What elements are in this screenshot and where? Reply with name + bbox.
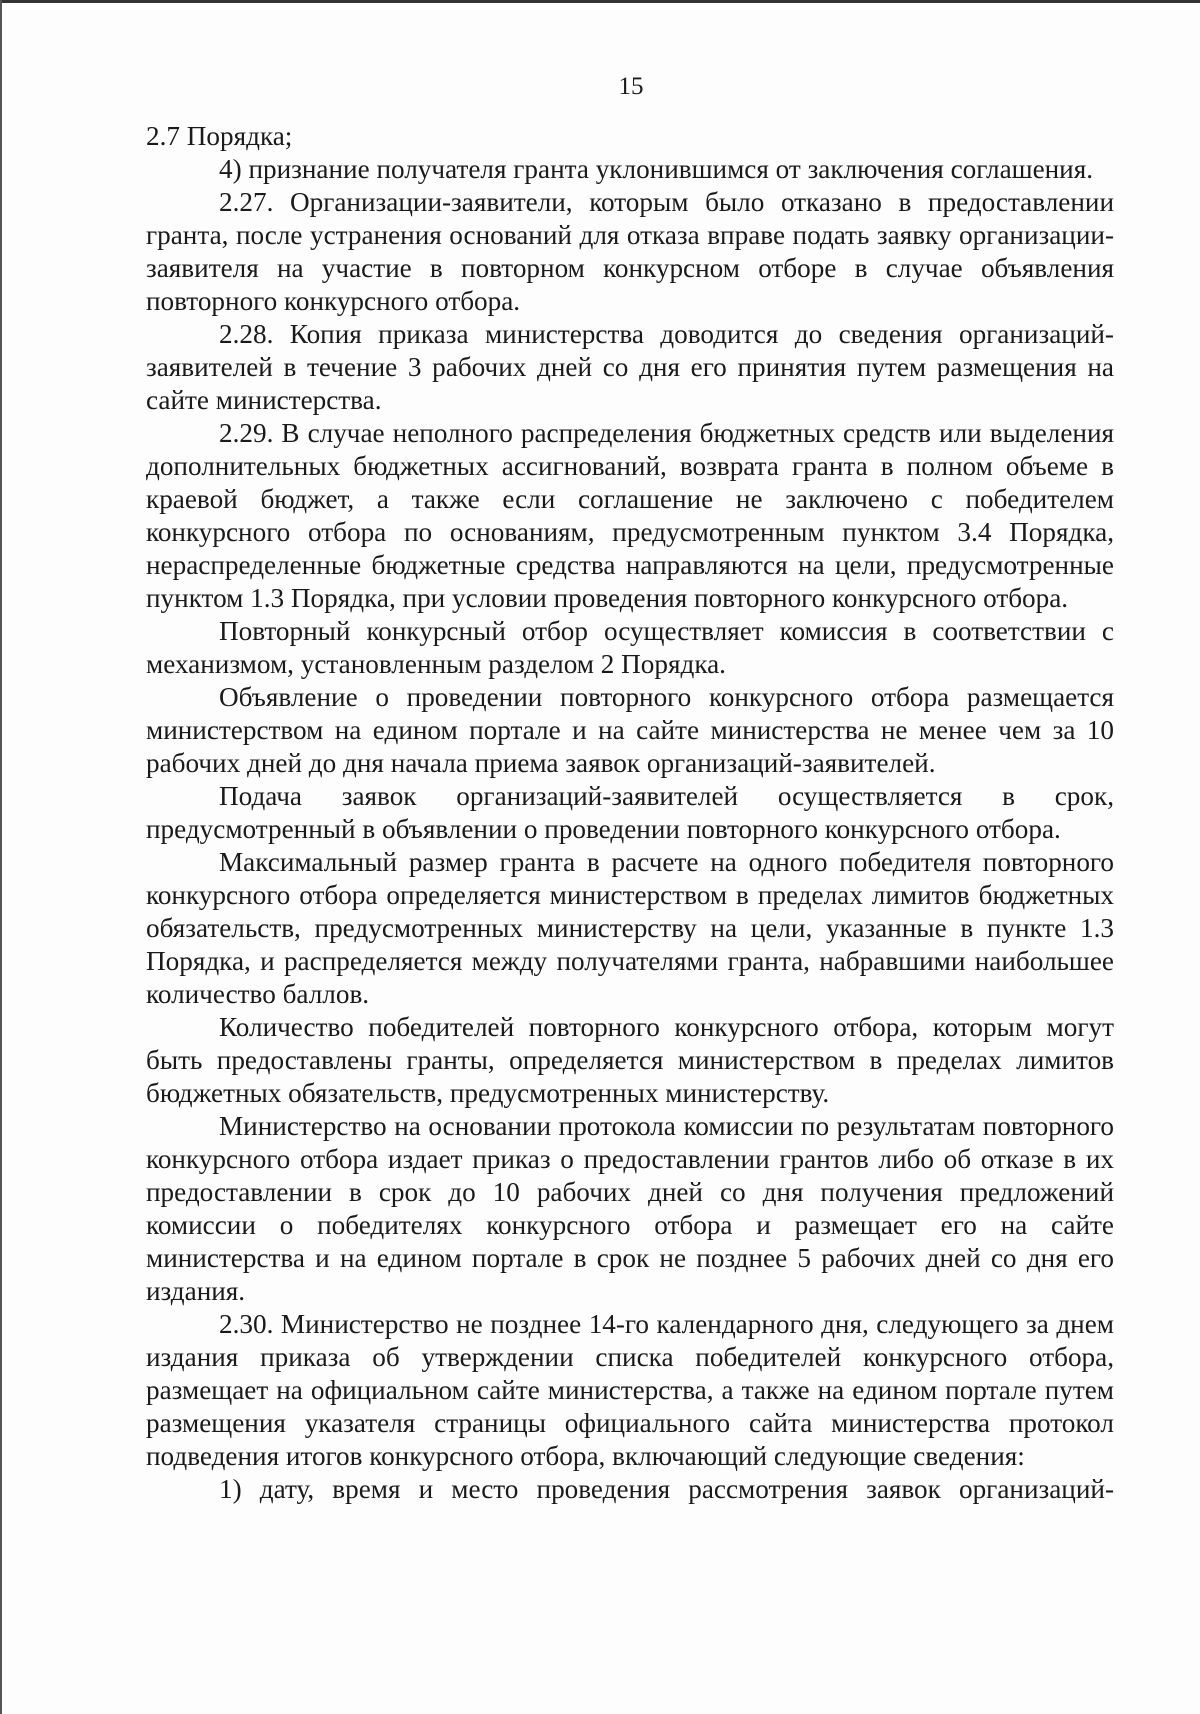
document-body bbox=[146, 120, 1114, 1506]
paragraph: Министерство на основании протокола комиссии по результатам повторного конкурсного отбора издает приказ о предоставлении грантов либо об отказе в их предоставлении в срок до 10 рабочих дней со дня получения предложений комиссии о победителях конкурсного отбора и размещает его на сайте министерства и на едином портале в срок не позднее 5 рабочих дней со дня его издания. bbox=[146, 1111, 1114, 1306]
page-number: 15 bbox=[618, 73, 644, 100]
paragraph: 1) дату, время и место проведения рассмотрения заявок организаций- bbox=[219, 1474, 1114, 1504]
paragraph: Подача заявок организаций-заявителей осуществляется в срок, предусмотренный в объявлении о проведении повторного конкурсного отбора. bbox=[146, 781, 1114, 844]
paragraph: 2.30. Министерство не позднее 14-го календарного дня, следующего за днем издания приказа об утверждении списка победителей конкурсного отбора, размещает на официальном сайте министерства, а также на едином портале путем размещения указателя страницы официального сайта министерства протокол подведения итогов конкурсного отбора, включающий следующие сведения: bbox=[146, 1309, 1114, 1471]
paragraph: 2.28. Копия приказа министерства доводится до сведения организаций-заявителей в течение 3 рабочих дней со дня его принятия путем размещения на сайте министерства. bbox=[146, 319, 1114, 415]
paragraph: 2.29. В случае неполного распределения бюджетных средств или выделения дополнительных бюджетных ассигнований, возврата гранта в полном объеме в краевой бюджет, а также если соглашение не заключено с победителем конкурсного отбора по основаниям, предусмотренным пунктом 3.4 Порядка, нераспределенные бюджетные средства направляются на цели, предусмотренные пунктом 1.3 Порядка, при условии проведения повторного конкурсного отбора. bbox=[146, 418, 1114, 613]
paragraph: Количество победителей повторного конкурсного отбора, которым могут быть предоставлены гранты, определяется министерством в пределах лимитов бюджетных обязательств, предусмотренных министерству. bbox=[146, 1012, 1114, 1108]
paragraph: Объявление о проведении повторного конкурсного отбора размещается министерством на едином портале и на сайте министерства не менее чем за 10 рабочих дней до дня начала приема заявок организаций-заявителей. bbox=[146, 682, 1114, 778]
paragraph: Максимальный размер гранта в расчете на одного победителя повторного конкурсного отбора определяется министерством в пределах лимитов бюджетных обязательств, предусмотренных министерству на цели, указанные в пункте 1.3 Порядка, и распределяется между получателями гранта, набравшими наибольшее количество баллов. bbox=[146, 847, 1114, 1009]
scan-top-edge bbox=[0, 0, 1200, 3]
paragraph: 4) признание получателя гранта уклонившимся от заключения соглашения. bbox=[219, 154, 1094, 184]
paragraph: Повторный конкурсный отбор осуществляет комиссия в соответствии с механизмом, установленным разделом 2 Порядка. bbox=[146, 616, 1114, 679]
scan-left-edge bbox=[0, 0, 2, 1714]
paragraph: 2.27. Организации-заявители, которым было отказано в предоставлении гранта, после устранения оснований для отказа вправе подать заявку организации-заявителя на участие в повторном конкурсном отборе в случае объявления повторного конкурсного отбора. bbox=[146, 187, 1114, 316]
paragraph: 2.7 Порядка; bbox=[146, 121, 293, 151]
